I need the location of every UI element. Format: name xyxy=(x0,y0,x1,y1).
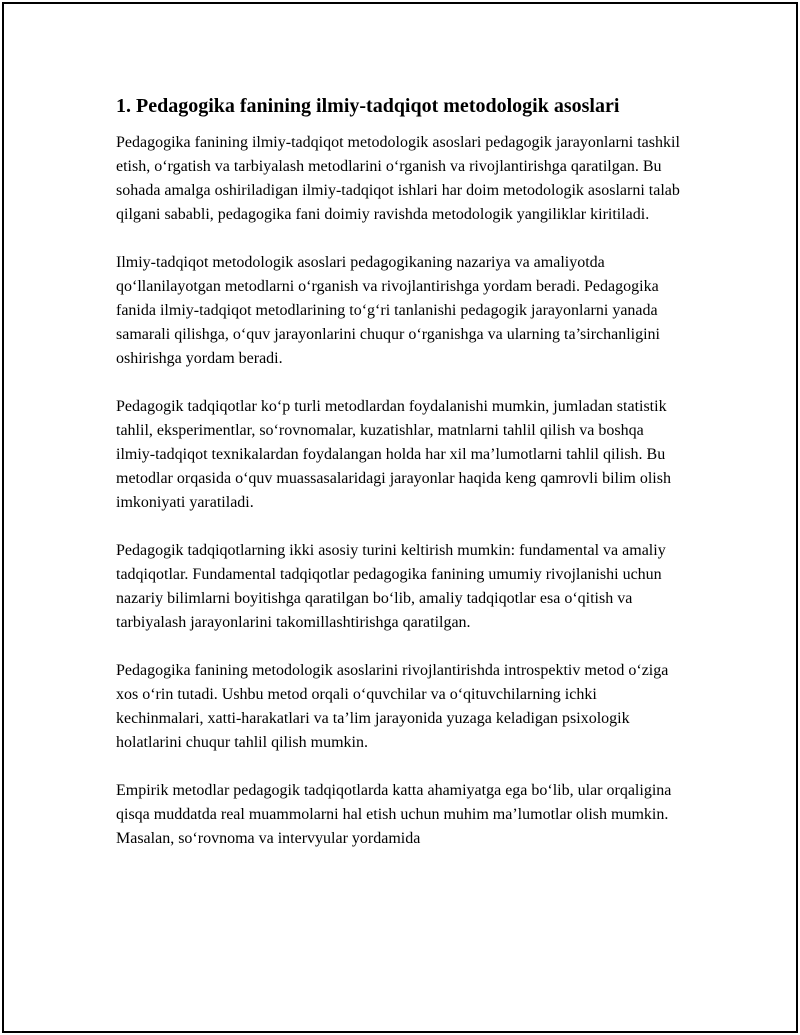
paragraph-4: Pedagogik tadqiqotlarning ikki asosiy turini keltirish mumkin: fundamental va amaliy tadqiqotlar. Fundamental tadqiqotlar pedagogika fanining umumiy rivojlanishi uchun nazariy bilimlarni boyitishga qaratilgan bo‘lib, amaliy tadqiqotlar esa o‘qitish va tarbiyalash jarayonlarini takomillashtirishga qaratilgan. xyxy=(116,542,666,631)
document-body xyxy=(116,92,686,875)
paragraph-6: Empirik metodlar pedagogik tadqiqotlarda katta ahamiyatga ega bo‘lib, ular orqaligina qisqa muddatda real muammolarni hal etish uchun muhim ma’lumotlar olish mumkin. Masalan, so‘rovnoma va intervyular yordamida xyxy=(116,782,672,847)
section-heading: 1. Pedagogika fanining ilmiy-tadqiqot metodologik asoslari xyxy=(116,95,620,117)
paragraph-2: Ilmiy-tadqiqot metodologik asoslari pedagogikaning nazariya va amaliyotda qo‘llanilayotgan metodlarni o‘rganish va rivojlantirishga yordam beradi. Pedagogika fanida ilmiy-tadqiqot metodlarining to‘g‘ri tanlanishi pedagogik jarayonlarni yanada samarali qilishga, o‘quv jarayonlarini chuqur o‘rganishga va ularning ta’sirchanligini oshirishga yordam beradi. xyxy=(116,254,660,367)
paragraph-3: Pedagogik tadqiqotlar ko‘p turli metodlardan foydalanishi mumkin, jumladan statistik tahlil, eksperimentlar, so‘rovnomalar, kuzatishlar, matnlarni tahlil qilish va boshqa ilmiy-tadqiqot texnikalardan foydalangan holda har xil ma’lumotlarni tahlil qilish. Bu metodlar orqasida o‘quv muassasalaridagi jarayonlar haqida keng qamrovli bilim olish imkoniyati yaratiladi. xyxy=(116,398,671,511)
paragraph-1: Pedagogika fanining ilmiy-tadqiqot metodologik asoslari pedagogik jarayonlarni tashkil etish, o‘rgatish va tarbiyalash metodlarini o‘rganish va rivojlantirishga qaratilgan. Bu sohada amalga oshiriladigan ilmiy-tadqiqot ishlari har doim metodologik asoslarni talab qilgani sababli, pedagogika fani doimiy ravishda metodologik yangiliklar kiritiladi. xyxy=(116,134,680,223)
paragraph-5: Pedagogika fanining metodologik asoslarini rivojlantirishda introspektiv metod o‘ziga xos o‘rin tutadi. Ushbu metod orqali o‘quvchilar va o‘qituvchilarning ichki kechinmalari, xatti-harakatlari va ta’lim jarayonida yuzaga keladigan psixologik holatlarini chuqur tahlil qilish mumkin. xyxy=(116,662,669,751)
